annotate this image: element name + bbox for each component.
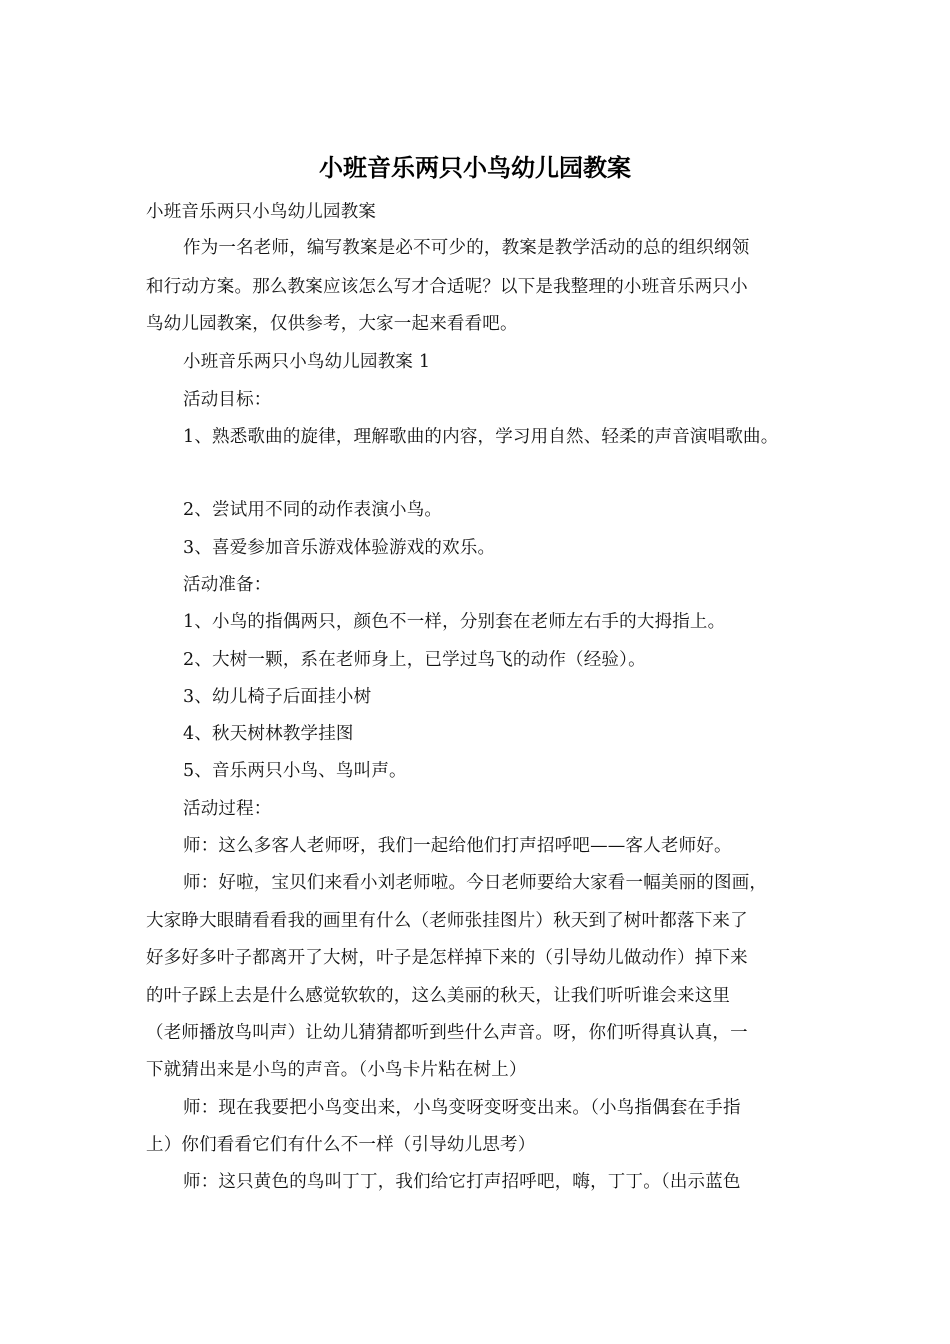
list-item: 3、幼儿椅子后面挂小树 — [183, 687, 372, 707]
paragraph-line: 鸟幼儿园教案，仅供参考，大家一起来看看吧。 — [146, 314, 518, 334]
paragraph-line: 下就猜出来是小鸟的声音。（小鸟卡片粘在树上） — [146, 1060, 527, 1080]
paragraph-line: 上）你们看看它们有什么不一样（引导幼儿思考） — [146, 1135, 536, 1155]
list-item: 3、喜爱参加音乐游戏体验游戏的欢乐。 — [183, 538, 496, 558]
paragraph-line: 大家睁大眼睛看看我的画里有什么（老师张挂图片）秋天到了树叶都落下来了 — [146, 911, 748, 931]
paragraph-line: 师：好啦，宝贝们来看小刘老师啦。今日老师要给大家看一幅美丽的图画， — [183, 873, 768, 893]
paragraph-line: 好多好多叶子都离开了大树，叶子是怎样掉下来的（引导幼儿做动作）掉下来 — [146, 948, 748, 968]
paragraph-line: 师：现在我要把小鸟变出来，小鸟变呀变呀变出来。（小鸟指偶套在手指 — [183, 1098, 741, 1118]
section-heading: 活动目标： — [183, 390, 272, 410]
paragraph-line: 师：这么多客人老师呀，我们一起给他们打声招呼吧——客人老师好。 — [183, 836, 732, 856]
subtitle-line: 小班音乐两只小鸟幼儿园教案 — [146, 202, 377, 222]
section-heading: 活动准备： — [183, 575, 272, 595]
list-item: 1、熟悉歌曲的旋律，理解歌曲的内容，学习用自然、轻柔的声音演唱歌曲。 — [183, 427, 779, 447]
paragraph-line: 和行动方案。那么教案应该怎么写才合适呢？以下是我整理的小班音乐两只小 — [146, 277, 748, 297]
list-item: 2、大树一颗，系在老师身上，已学过鸟飞的动作（经验）。 — [183, 650, 646, 670]
section-heading: 活动过程： — [183, 799, 272, 819]
paragraph-line: 作为一名老师，编写教案是必不可少的，教案是教学活动的总的组织纲领 — [183, 238, 750, 258]
list-item: 5、音乐两只小鸟、鸟叫声。 — [183, 761, 407, 781]
paragraph-line: 的叶子踩上去是什么感觉软软的，这么美丽的秋天，让我们听听谁会来这里 — [146, 986, 731, 1006]
section-heading: 小班音乐两只小鸟幼儿园教案 1 — [183, 352, 431, 372]
document-title: 小班音乐两只小鸟幼儿园教案 — [319, 154, 631, 182]
list-item: 2、尝试用不同的动作表演小鸟。 — [183, 500, 443, 520]
paragraph-line: （老师播放鸟叫声）让幼儿猜猜都听到些什么声音。呀，你们听得真认真，一 — [146, 1023, 748, 1043]
list-item: 4、秋天树林教学挂图 — [183, 724, 354, 744]
list-item: 1、小鸟的指偶两只，颜色不一样，分别套在老师左右手的大拇指上。 — [183, 612, 726, 632]
paragraph-line: 师：这只黄色的鸟叫丁丁，我们给它打声招呼吧，嗨，丁丁。（出示蓝色 — [183, 1172, 741, 1192]
